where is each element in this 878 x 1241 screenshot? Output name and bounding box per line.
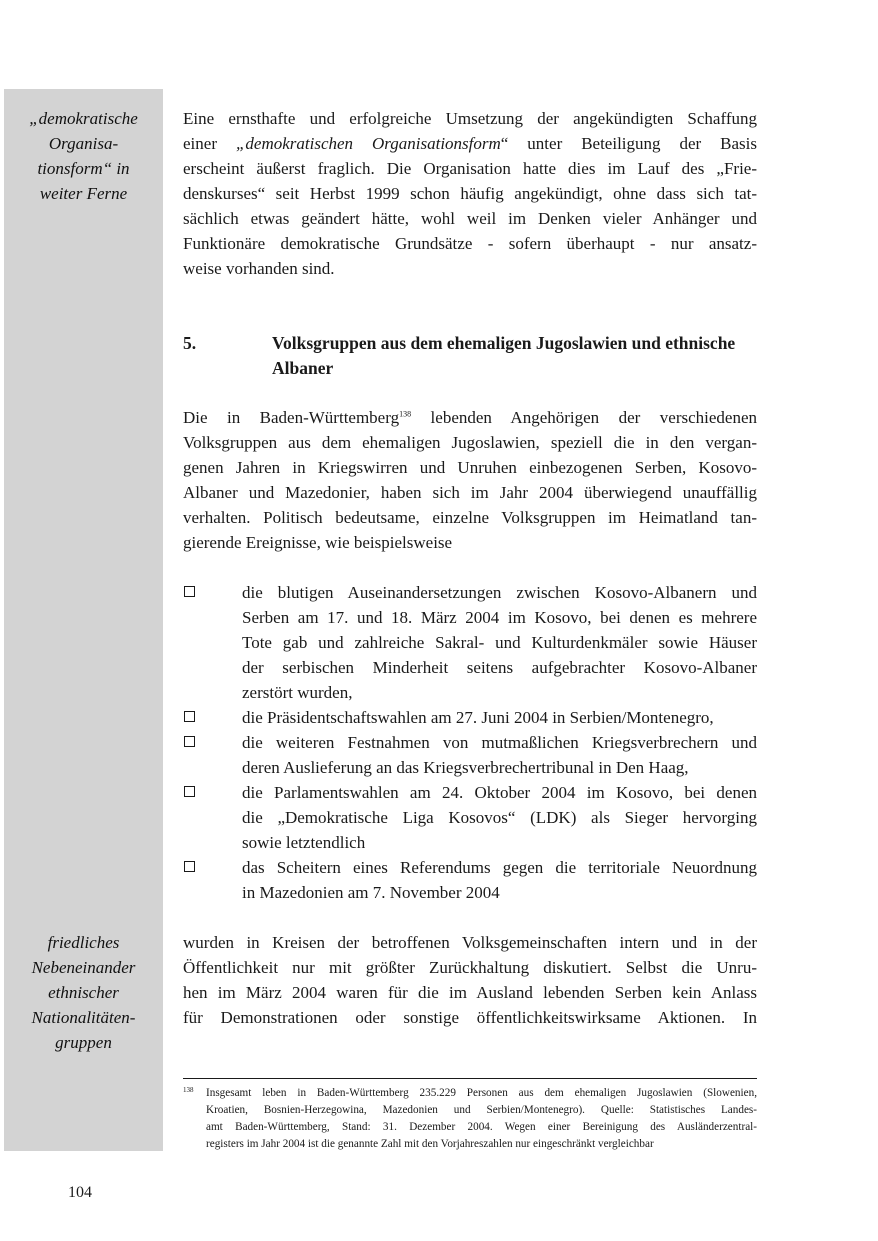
text-line: amt Baden-Württemberg, Stand: 31. Dezember 2004. Wegen einer Bereinigung des Ausländerzentral- — [206, 1121, 757, 1133]
text-fragment: “ unter Beteiligung der Basis — [500, 134, 758, 153]
footnote-reference[interactable]: 138 — [399, 409, 412, 419]
text-fragment: einer — [183, 134, 236, 153]
text-line: der serbischen Minderheit seitens aufgebrachter Kosovo-Albaner — [242, 658, 757, 677]
margin-note-democratic-form — [4, 106, 163, 206]
margin-note-line: „demokratische — [29, 109, 138, 128]
page-number: 104 — [68, 1184, 92, 1201]
list-item — [183, 705, 757, 730]
section-number: 5. — [183, 333, 197, 353]
text-line: Serben am 17. und 18. März 2004 im Kosovo, bei denen es mehrere — [242, 608, 757, 627]
text-line: die blutigen Auseinandersetzungen zwischen Kosovo-Albanern und — [242, 583, 757, 602]
footnote-number: 138 — [183, 1086, 194, 1094]
text-line: deren Auslieferung an das Kriegsverbrechertribunal in Den Haag, — [242, 758, 689, 777]
margin-note-line: Nationalitäten- — [31, 1008, 136, 1027]
text-line: Funktionäre demokratische Grundsätze - sofern überhaupt - nur ansatz- — [183, 234, 757, 253]
section-title-line: Albaner — [272, 358, 334, 378]
text-line: wurden in Kreisen der betroffenen Volksgemeinschaften intern und in der — [183, 933, 757, 952]
text-line: das Scheitern eines Referendums gegen die territoriale Neuordnung — [242, 858, 757, 877]
footnote-divider — [183, 1078, 757, 1079]
text-line: die Präsidentschaftswahlen am 27. Juni 2004 in Serbien/Montenegro, — [242, 708, 714, 727]
checkbox-square-icon — [184, 736, 195, 747]
list-item — [183, 580, 757, 705]
text-line: die weiteren Festnahmen von mutmaßlichen Kriegsverbrechern und — [242, 733, 757, 752]
margin-note-line: Organisa- — [48, 134, 119, 153]
margin-note-line: gruppen — [55, 1033, 112, 1052]
text-line: Albaner und Mazedonier, haben sich im Jahr 2004 überwiegend unauffällig — [183, 483, 757, 502]
text-line: sowie letztendlich — [242, 833, 366, 852]
text-line: sächlich etwas geändert hätte, wohl weil im Denken vieler Anhänger und — [183, 209, 757, 228]
checkbox-square-icon — [184, 861, 195, 872]
discussion-paragraph — [183, 930, 757, 1030]
margin-note-line: weiter Ferne — [39, 184, 128, 203]
text-fragment: Die in Baden-Württemberg — [183, 408, 400, 427]
text-line — [183, 405, 757, 430]
text-line: die „Demokratische Liga Kosovos“ (LDK) als Sieger hervorging — [242, 808, 757, 827]
text-fragment: lebenden Angehörigen der verschiedenen — [411, 408, 758, 427]
checkbox-square-icon — [184, 586, 195, 597]
text-line: für Demonstrationen oder sonstige öffentlichkeitswirksame Aktionen. In — [183, 1008, 757, 1027]
list-item — [183, 780, 757, 855]
section-title — [272, 331, 757, 381]
margin-note-line: tionsform“ in — [37, 159, 130, 178]
checkbox-square-icon — [184, 711, 195, 722]
margin-note-line: ethnischer — [48, 983, 119, 1002]
text-line: in Mazedonien am 7. November 2004 — [242, 883, 500, 902]
text-line: Öffentlichkeit nur mit größter Zurückhaltung diskutiert. Selbst die Unru- — [183, 958, 757, 977]
text-line: denskurses“ seit Herbst 1999 schon häufig angekündigt, ohne dass sich tat- — [183, 184, 757, 203]
text-line: gierende Ereignisse, wie beispielsweise — [183, 533, 453, 552]
text-line: Eine ernsthafte und erfolgreiche Umsetzung der angekündigten Schaffung — [183, 109, 757, 128]
section-title-line: Volksgruppen aus dem ehemaligen Jugoslawien und ethnische — [272, 333, 736, 353]
intro-paragraph — [183, 106, 757, 281]
margin-note-line: Nebeneinander — [31, 958, 136, 977]
yugoslavia-paragraph — [183, 405, 757, 555]
text-line — [183, 131, 757, 156]
list-item — [183, 730, 757, 780]
text-line: zerstört wurden, — [242, 683, 353, 702]
text-line: weise vorhanden sind. — [183, 259, 335, 278]
checkbox-square-icon — [184, 786, 195, 797]
text-line: die Parlamentswahlen am 24. Oktober 2004 im Kosovo, bei denen — [242, 783, 757, 802]
text-line: Insgesamt leben in Baden-Württemberg 235.229 Personen aus dem ehemaligen Jugoslawien (Slowenien, — [206, 1087, 757, 1099]
text-line: genen Jahren in Kriegswirren und Unruhen einbezogenen Serben, Kosovo- — [183, 458, 757, 477]
margin-note-peaceful-coexistence — [4, 930, 163, 1055]
text-line: hen im März 2004 waren für die im Ausland lebenden Serben kein Anlass — [183, 983, 757, 1002]
text-line: Volksgruppen aus dem ehemaligen Jugoslawien, speziell die in den vergan- — [183, 433, 757, 452]
text-line: Tote gab und zahlreiche Sakral- und Kulturdenkmäler sowie Häuser — [242, 633, 757, 652]
event-list — [183, 580, 757, 905]
text-line: Kroatien, Bosnien-Herzegowina, Mazedonien und Serbien/Montenegro). Quelle: Statistisches Landes- — [206, 1104, 757, 1116]
margin-note-line: friedliches — [47, 933, 120, 952]
text-line: verhalten. Politisch bedeutsame, einzelne Volksgruppen im Heimatland tan- — [183, 508, 757, 527]
text-line: erscheint äußerst fraglich. Die Organisation hatte dies im Lauf des „Frie- — [183, 159, 757, 178]
text-line: registers im Jahr 2004 ist die genannte Zahl mit den Vorjahreszahlen nur eingeschränkt vergleichbar — [206, 1138, 654, 1150]
emphasized-term: „demokratischen Organisationsform — [235, 134, 501, 153]
footnote-text — [206, 1085, 757, 1153]
list-item — [183, 855, 757, 905]
